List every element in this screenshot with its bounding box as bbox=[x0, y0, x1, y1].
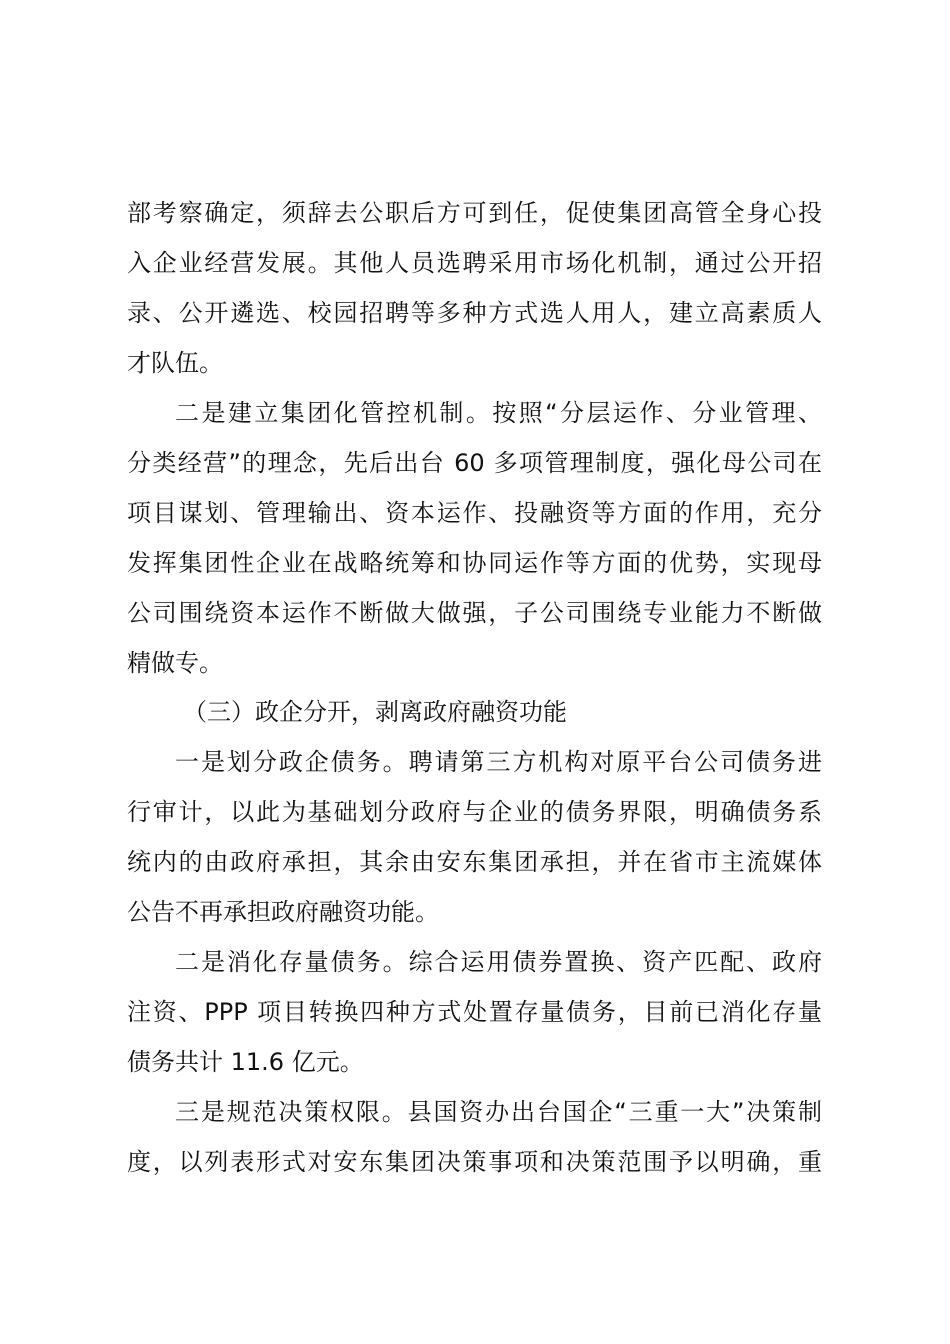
text-line: 分类经营”的理念，先后出台 60 多项管理制度，强化母公司在 bbox=[127, 449, 822, 477]
paragraph-start: 一是划分政企债务。聘请第三方机构对原平台公司债务进 bbox=[175, 748, 822, 776]
text-line: 精做专。 bbox=[127, 649, 223, 677]
paragraph-start: 三是规范决策权限。县国资办出台国企“三重一大”决策制 bbox=[175, 1098, 822, 1126]
text-line: 行审计，以此为基础划分政府与企业的债务界限，明确债务系 bbox=[127, 798, 822, 826]
text-line: 录、公开遴选、校园招聘等多种方式选人用人，建立高素质人 bbox=[127, 299, 822, 327]
text-line: 发挥集团性企业在战略统筹和协同运作等方面的优势，实现母 bbox=[127, 549, 822, 577]
text-line: 注资、PPP 项目转换四种方式处置存量债务，目前已消化存量 bbox=[127, 998, 822, 1026]
text-line: 入企业经营发展。其他人员选聘采用市场化机制，通过公开招 bbox=[127, 249, 822, 277]
paragraph-start: 二是消化存量债务。综合运用债券置换、资产匹配、政府 bbox=[175, 948, 822, 976]
text-line: 才队伍。 bbox=[127, 349, 223, 377]
text-line: 公告不再承担政府融资功能。 bbox=[127, 898, 439, 926]
text-line: 统内的由政府承担，其余由安东集团承担，并在省市主流媒体 bbox=[127, 848, 822, 876]
paragraph-start: 二是建立集团化管控机制。按照“分层运作、分业管理、 bbox=[175, 399, 822, 427]
text-line: 度，以列表形式对安东集团决策事项和决策范围予以明确，重 bbox=[127, 1148, 822, 1176]
text-line: 债务共计 11.6 亿元。 bbox=[127, 1048, 364, 1076]
section-heading: （三）政企分开，剥离政府融资功能 bbox=[183, 698, 567, 726]
text-line: 部考察确定，须辞去公职后方可到任，促使集团高管全身心投 bbox=[127, 199, 822, 227]
text-line: 公司围绕资本运作不断做大做强，子公司围绕专业能力不断做 bbox=[127, 599, 822, 627]
text-line: 项目谋划、管理输出、资本运作、投融资等方面的作用，充分 bbox=[127, 499, 822, 527]
